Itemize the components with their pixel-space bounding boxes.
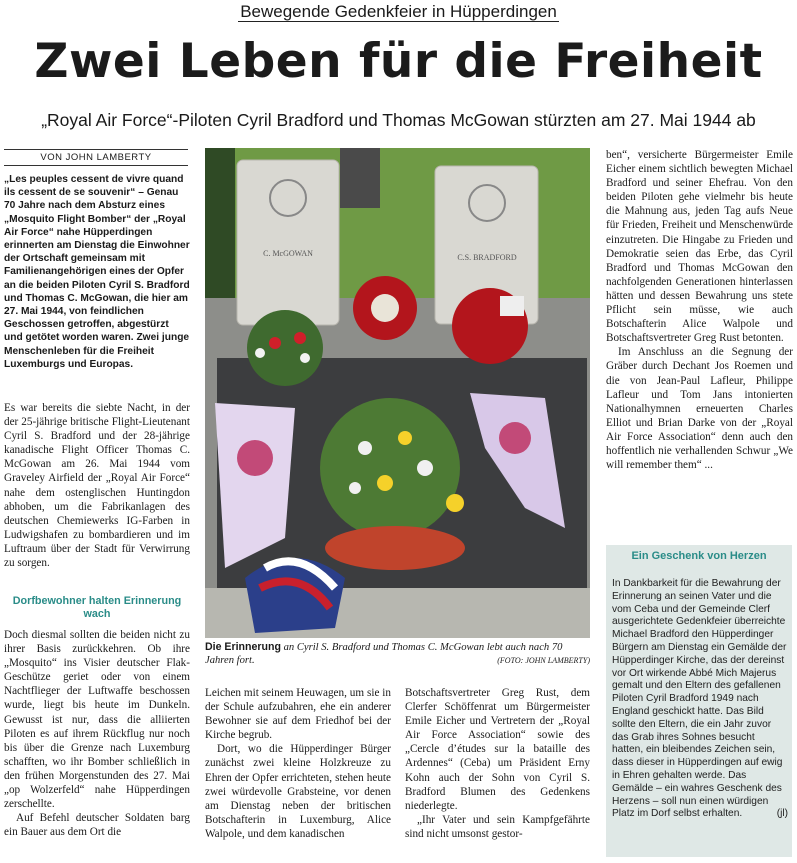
article-subheadline: „Royal Air Force“-Piloten Cyril Bradford und Thomas McGowan stürzten am 27. Mai 1944 ab — [41, 110, 756, 130]
grave-right-inscription: C.S. BRADFORD — [457, 253, 517, 262]
body-paragraph-8: ben“, versicherte Bürgermeister Emile Eicher einem sichtlich bewegten Michael Bradford und seiner Ehefrau. Von den beiden Piloten gehe vielmehr bis heute die Mahnung aus, jeden Tag aufs Neue für Frieden, Freiheit und Menschenwürde einzutreten. Die Hingabe zu Frieden und Demokratie seien das Erbe, das Cyril Bradford und Thomas McGowan den nachfolgenden Generationen hinterlassen hätten und dessen Bewahrung uns stete Pflicht sein müsse, wie auch Botschafterin Alice Walpole und Botschaftsvertreter Greg Rust betonten. — [606, 149, 793, 345]
graves-illustration — [205, 148, 590, 638]
sidebar-title: Ein Geschenk von Herzen — [631, 550, 767, 562]
body-column-2 — [205, 686, 391, 841]
caption-bold: Die Erinnerung — [205, 641, 281, 653]
grave-left-inscription: C. McGOWAN — [263, 249, 313, 258]
sidebar-signature: (jl) — [776, 808, 788, 820]
body-column-3 — [405, 686, 590, 841]
body-paragraph-4: Leichen mit seinem Heuwagen, um sie in der Schule aufzubahren, ehe ein anderer Bewohner sie auf dem Friedhof bei der Kirche begrub. — [205, 687, 391, 742]
article-headline: Zwei Leben für die Freiheit — [34, 34, 763, 89]
body-paragraph-3: Auf Befehl deutscher Soldaten barg ein Bauer aus dem Ort die — [4, 812, 190, 839]
article-lead: „Les peuples cessent de vivre quand ils cessent de se souvenir“ – Genau 70 Jahre nach dem Absturz eines „Mosquito Flight Bomber“ der „Royal Air Force“ nahe Hüpperdingen erinnerten am Dienstag die Einwohner der Ortschaft gemeinsam mit Familienangehörigen eines der Opfer an die beiden Piloten Cyril S. Bradford und Thomas C. McGowan, die hier am 27. Mai 1944, von feindlichen Geschossen getroffen, abgestürzt und getötet worden waren. Zwei junge Menschenleben für die Freiheit Luxemburgs und Europas. — [4, 174, 190, 370]
body-column-4 — [606, 148, 793, 472]
photo-caption — [205, 641, 590, 667]
subhead-dorfbewohner: Dorfbewohner halten Erinnerung wach — [12, 595, 182, 620]
byline: VON JOHN LAMBERTY — [4, 149, 188, 166]
body-paragraph-6: Botschaftsvertreter Greg Rust, dem Clerfer Schöffenrat um Bürgermeister Emile Eicher und Vertretern der „Royal Air Force Association“ sowie des „Cercle d’études sur la bataille des Ardennes“ (Ceba) um Präsident Erny Kohn auch der Sohn von Cyril S. Bradford Blumen des Gedenkens niederlegte. — [405, 687, 590, 812]
memorial-photo — [205, 148, 590, 638]
body-paragraph-5: Dort, wo die Hüpperdinger Bürger zunächst zwei kleine Holzkreuze zu Ehren der Opfer errichteten, stehen heute zwei würdevolle Grabsteine, vor denen am Dienstag neben der britischen Botschafterin in Luxemburg, Alice Walpole, und dem kanadischen — [205, 743, 391, 840]
body-paragraph-2: Doch diesmal sollten die beiden nicht zu ihrer Basis zurückkehren. Ob ihre „Mosquito“ ins Visier deutscher Flak-Geschütze geriet oder von einem Nachtflieger der Luftwaffe beschossen wurde, liegt bis heute im Dunkeln. Gewusst ist nur, dass die alliierten Piloten es auf ihrem Rückflug nur noch bis über die Grenze nach Luxemburg schafften, wo ihr Bomber schließlich in den frühen Morgenstunden des 27. Mai „op Wolzerfeld“ nahe Hüpperdingen zerschellte. — [4, 629, 190, 811]
photo-credit: (FOTO: JOHN LAMBERTY) — [497, 656, 590, 665]
body-paragraph-9: Im Anschluss an die Segnung der Gräber durch Dechant Jos Roemen und die von Jean-Paul Lafleur, Philippe Lafleur und Tom Jans intonierten Nationalhymnen erneuerten Charles Elliot und Brian Darke von der „Royal Air Force Association“ denn auch den hoffentlich nie verhallenden Schwur „We will remember them“ ... — [606, 346, 793, 472]
article-kicker: Bewegende Gedenkfeier in Hüpperdingen — [240, 2, 557, 21]
caption-text: an Cyril S. Bradford und Thomas C. McGowan lebt auch nach 70 Jahren fort. — [205, 642, 563, 666]
body-paragraph-1: Es war bereits die siebte Nacht, in der der 25-jährige britische Flight-Lieutenant Cyril S. Bradford und der 28-jährige kanadische Flight Officer Thomas C. McGowan am 26. Mai 1944 vom Graveley Airfield der „Royal Air Force“ nahe dem ostenglischen Huntingdon abhoben, um die Fabrikanlagen des deutschen Chemiewerks IG-Farben in Ludwigshafen zu bombardieren und im Luftraum über der Stadt für Verwirrung zu sorgen. — [4, 402, 190, 570]
body-column-1 — [4, 628, 190, 839]
sidebar-text: In Dankbarkeit für die Bewahrung der Erinnerung an seinen Vater und die vom Ceba und der Gemeinde Clerf ausgerichtete Gedenkfeier überreichte Michael Bradford den Hüpperdinger Bürgern am Dienstag ein Gemälde der Hüpperdinger Kirche, das der dereinst vor Ort wirkende Abbé Mich Majerus gemalt und den Eltern des gefallenen Piloten Cyril Bradford 1949 nach England geschickt hatte. Das Bild sollte den Eltern, die ein Jahr zuvor das Grab ihres Sohnes besucht hatten, ein bleibendes Zeichen sein, dass dieser in Hüpperdingen auf ewig in Ehren gehalten werde. Das Gemälde – ein wahres Geschenk des Herzens – soll nun einen würdigen Platz im Dorf selbst erhalten. (jl) — [612, 578, 788, 820]
body-paragraph-7: „Ihr Vater und sein Kampfgefährte sind nicht umsonst gestor- — [405, 813, 590, 840]
